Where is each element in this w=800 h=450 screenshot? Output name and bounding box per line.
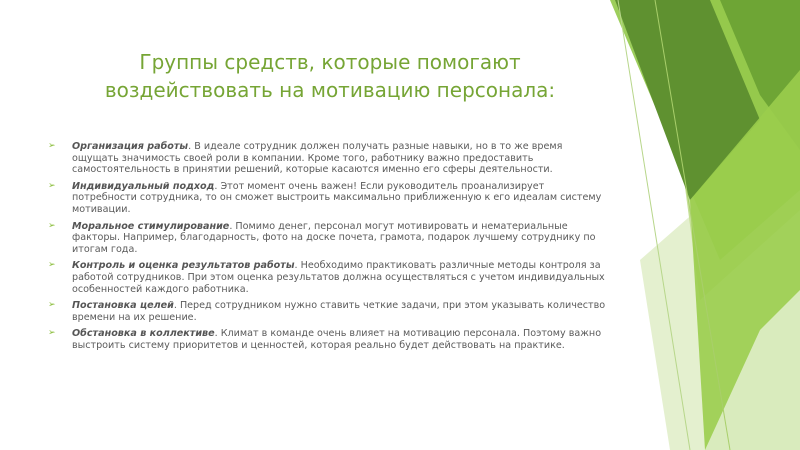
item-text: . Перед сотрудником нужно ставить четкие задачи, при этом указывать количество времени на их решение. <box>72 300 606 323</box>
item-term: Постановка целей <box>72 300 174 312</box>
arrow-bullet-icon: ➢ <box>48 300 56 311</box>
item-term: Моральное стимулирование <box>72 220 230 232</box>
arrow-bullet-icon: ➢ <box>48 328 56 339</box>
item-text: . Климат в команде очень влияет на мотивацию персонала. Поэтому важно выстроить систему приоритетов и ценностей, которая реально будет действовать на практике. <box>72 328 602 351</box>
arrow-bullet-icon: ➢ <box>48 220 56 231</box>
item-text: . Этот момент очень важен! Если руководитель проанализирует потребности сотрудника, то он сможет выстроить максимально приближенную к его идеалам систему мотивации. <box>72 180 602 215</box>
list-item <box>48 181 608 216</box>
bullet-list <box>48 141 608 357</box>
slide-title <box>70 48 590 104</box>
arrow-bullet-icon: ➢ <box>48 180 56 191</box>
list-item <box>48 221 608 256</box>
item-term: Организация работы <box>72 141 189 152</box>
item-text: . В идеале сотрудник должен получать разные навыки, но в то же время ощущать значимость своей роли в компании. Кроме того, работнику важно предоставить самостоятельность в принятии решений, которые касаются именно его сферы деятельности. <box>72 141 563 176</box>
item-term: Обстановка в коллективе <box>72 328 215 340</box>
list-item <box>48 300 608 323</box>
arrow-bullet-icon: ➢ <box>48 141 56 151</box>
list-item <box>48 260 608 295</box>
item-term: Индивидуальный подход <box>72 180 215 192</box>
list-item <box>48 141 608 176</box>
item-term: Контроль и оценка результатов работы <box>72 260 295 272</box>
item-text: . Помимо денег, персонал могут мотивировать и нематериальные факторы. Например, благодарность, фото на доске почета, грамота, подарок лучшему сотруднику по итогам года. <box>72 220 596 255</box>
slide-title-line-1: Группы средств, которые помогают <box>139 50 521 74</box>
list-item <box>48 328 608 351</box>
item-text: . Необходимо практиковать различные методы контроля за работой сотрудников. При этом оценка результатов должна осуществляться с учетом индивидуальных особенностей каждого работника. <box>72 260 605 295</box>
slide-title-line-2: воздействовать на мотивацию персонала: <box>104 78 556 102</box>
arrow-bullet-icon: ➢ <box>48 260 56 271</box>
